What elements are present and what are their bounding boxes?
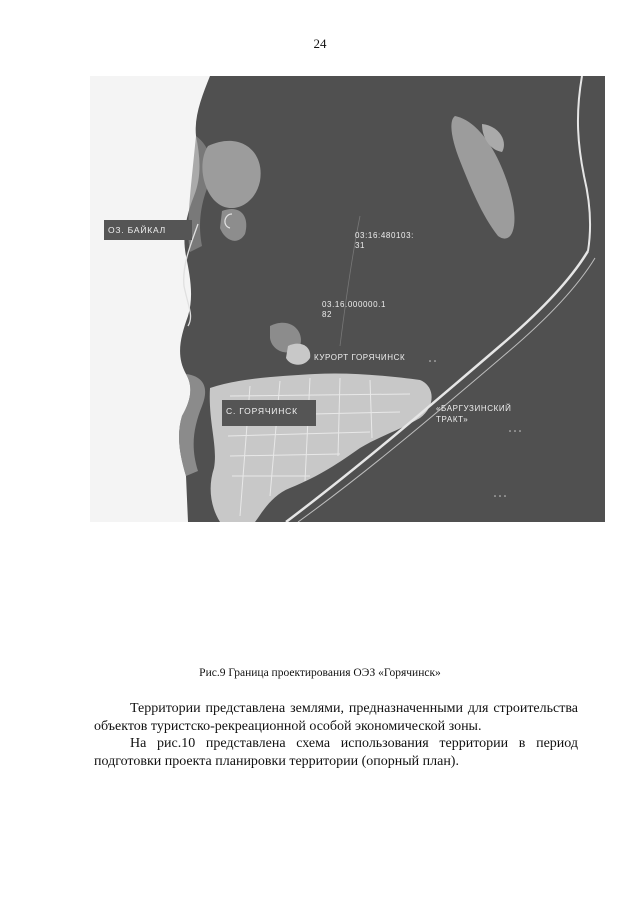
paragraph-2-text: На рис.10 представлена схема использования территории в период подготовки проекта планировки территории (опорный план). — [94, 736, 578, 769]
road-label-line2: ТРАКТ» — [436, 415, 469, 424]
parcel-2-label-line1: 03.16.000000.1 — [322, 300, 387, 309]
parcel-1-label-line1: 03:16:480103: — [355, 231, 414, 240]
parcel-1-label-line2: 31 — [355, 241, 366, 250]
lake-label: ОЗ. БАЙКАЛ — [108, 225, 167, 235]
parcel-2-label-line2: 82 — [322, 310, 333, 319]
paragraph-1 — [94, 700, 578, 735]
paragraph-1-text: Территории представлена землями, предназначенными для строительства объектов туристско-рекреационной особой экономической зоны. — [94, 701, 578, 734]
resort-label: КУРОРТ ГОРЯЧИНСК — [314, 353, 406, 362]
satellite-map — [90, 76, 605, 522]
road-label-line1: «БАРГУЗИНСКИЙ — [436, 404, 512, 413]
map-figure — [90, 76, 605, 522]
page-number: 24 — [313, 36, 327, 51]
paragraph-2 — [94, 735, 578, 770]
village-label: С. ГОРЯЧИНСК — [226, 406, 298, 416]
figure-caption: Рис.9 Граница проектирования ОЭЗ «Горячинск» — [199, 667, 441, 679]
